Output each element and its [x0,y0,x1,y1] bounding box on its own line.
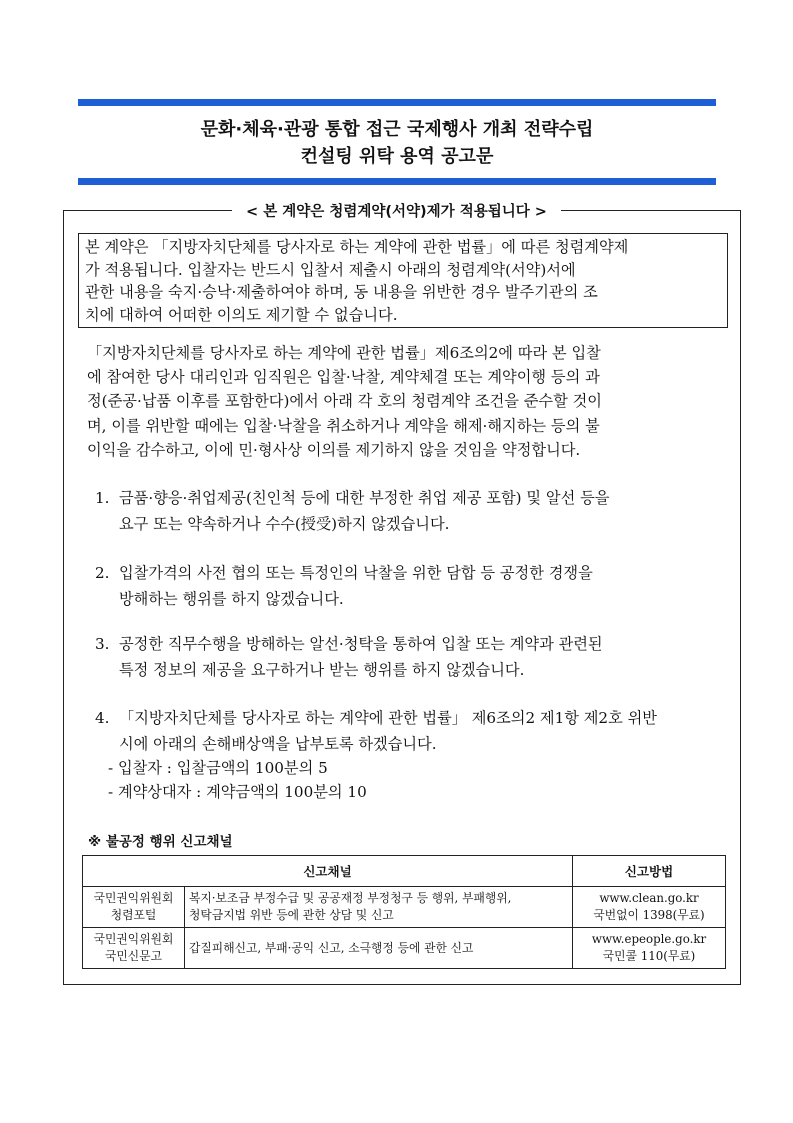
website-link[interactable]: www.clean.go.kr [599,891,699,905]
item-line: 특정 정보의 제공을 요구하거나 받는 행위를 하지 않겠습니다. [119,661,525,679]
item-line: 요구 또는 약속하거나 수수(授受)하지 않겠습니다. [119,515,450,533]
report-channel-title: ※ 불공정 행위 신고채널 [88,834,233,850]
table-row [83,928,726,969]
title-line-2: 컨설팅 위탁 용역 공고문 [300,146,494,167]
table-header-row [83,856,726,887]
notice-line: 본 계약은 「지방자치단체를 당사자로 하는 계약에 관한 법률」에 따른 청렴계약제 [85,238,629,256]
item-line: 입찰가격의 사전 협의 또는 특정인의 낙찰을 위한 담합 등 공정한 경쟁을 [119,564,593,582]
pledge-item-1 [95,485,727,537]
notice-line: 가 적용됩니다. 입찰자는 반드시 입찰서 제출시 아래의 청렴계약(서약)서에 [85,260,576,279]
item-number: 2. [95,564,110,582]
item-number: 4. [95,709,110,727]
org-name: 국민권익위원회 [93,891,174,905]
org-cell [83,928,185,969]
top-accent-bar [78,99,716,106]
item-number: 3. [95,635,110,653]
title-line-1: 문화·체육·관광 통합 접근 국제행사 개최 전략수립 [200,119,594,140]
desc-cell [185,928,573,969]
org-name: 국민권익위원회 [93,932,174,946]
paragraph-line: 정(준공·납품 이후를 포함한다)에서 아래 각 호의 청렴계약 조건을 준수할 것이 [87,392,602,411]
desc-line: 갑질피해신고, 부패·공익 신고, 소극행정 등에 관한 신고 [189,940,474,955]
paragraph-line: 며, 이를 위반할 때에는 입찰·낙찰을 취소하거나 계약을 해제·해지하는 등의 불 [87,416,600,435]
report-channel-table [82,855,726,969]
method-cell [573,887,726,928]
bottom-accent-bar [78,178,716,185]
paragraph-line: 에 참여한 당사 대리인과 임직원은 입찰·낙찰, 계약체결 또는 계약이행 등의 과 [87,368,600,387]
desc-line: 복지·보조금 부정수급 및 공공재정 부정청구 등 행위, 부패행위, [189,891,512,905]
notice-line: 관한 내용을 숙지·승낙·제출하여야 하며, 동 내용을 위반한 경우 발주기관의 조 [85,283,598,301]
item-number: 1. [95,489,110,507]
damage-sub-item-contractor: - 계약상대자 : 계약금액의 100분의 10 [108,783,367,801]
table-row [83,887,726,928]
header-channel: 신고채널 [83,856,573,887]
item-line: 방해하는 행위를 하지 않겠습니다. [119,590,344,608]
header-method: 신고방법 [573,856,726,887]
paragraph-line: 「지방자치단체를 당사자로 하는 계약에 관한 법률」제6조의2에 따라 본 입찰 [87,344,601,362]
item-line: 금품·향응·취업제공(친인척 등에 대한 부정한 취업 제공 포함) 및 알선 등을 [119,489,610,507]
pledge-item-2 [95,560,727,612]
notice-line: 치에 대하여 어떠한 이의도 제기할 수 없습니다. [85,305,398,324]
item-line: 시에 아래의 손해배상액을 납부토록 하겠습니다. [119,735,437,753]
paragraph-line: 이익을 감수하고, 이에 민·형사상 이의를 제기하지 않을 것임을 약정합니다. [87,440,581,459]
damage-sub-item-bidder: - 입찰자 : 입찰금액의 100분의 5 [108,759,328,777]
page-title [78,116,716,170]
pledge-item-4 [95,705,727,757]
desc-line: 청탁금지법 위반 등에 관한 상담 및 신고 [189,908,394,922]
org-channel: 청렴포털 [110,908,157,922]
org-channel: 국민신문고 [105,949,162,963]
main-paragraph [87,341,727,462]
phone-number: 국번없이 1398(무료) [593,908,705,922]
phone-number: 국민콜 110(무료) [602,949,696,963]
item-line: 공정한 직무수행을 방해하는 알선·청탁을 통하여 입찰 또는 계약과 관련된 [119,635,603,653]
item-line: 「지방자치단체를 당사자로 하는 계약에 관한 법률」 제6조의2 제1항 제2호 위반 [119,709,657,727]
pledge-item-3 [95,631,727,683]
notice-box [78,233,728,328]
org-cell [83,887,185,928]
method-cell [573,928,726,969]
website-link[interactable]: www.epeople.go.kr [591,932,707,946]
desc-cell [185,887,573,928]
frame-caption [0,200,793,221]
frame-caption-text: < 본 계약은 청렴계약(서약)제가 적용됩니다 > [232,204,561,220]
